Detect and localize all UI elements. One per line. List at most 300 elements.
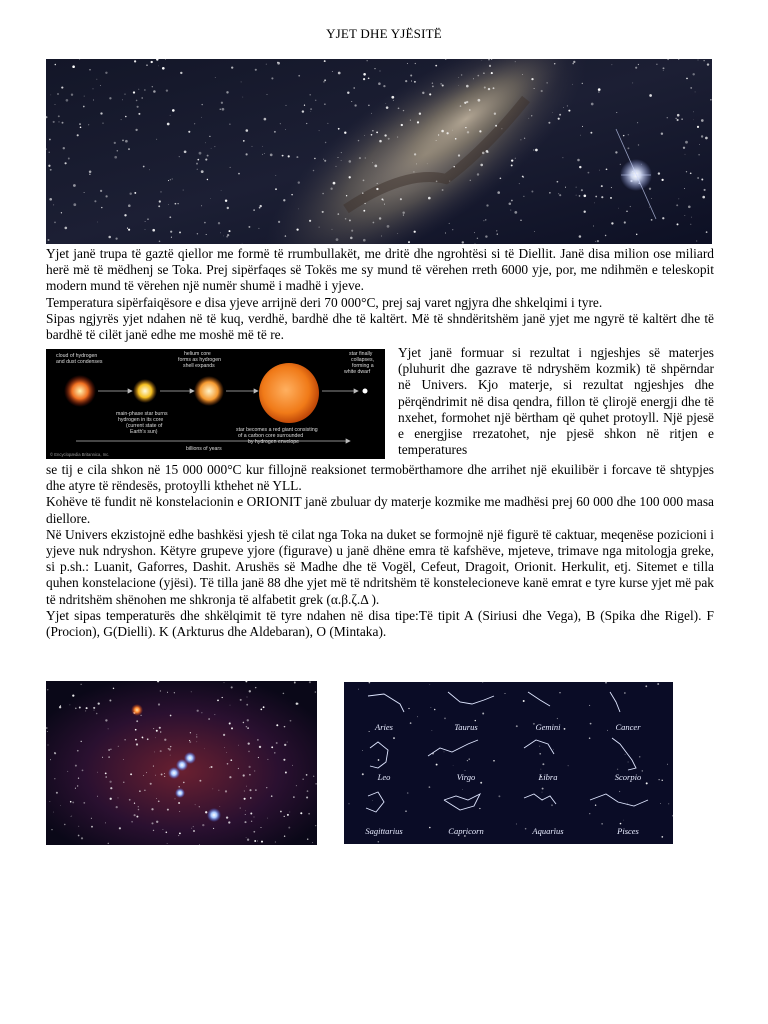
background-star — [442, 189, 444, 191]
milky-way-photo — [46, 59, 712, 244]
background-star — [77, 134, 79, 136]
background-star — [315, 825, 316, 826]
background-star — [701, 135, 703, 137]
background-star — [266, 787, 267, 788]
helium-label: helium core forms as hydrogen shell expands — [178, 351, 221, 369]
background-star — [274, 752, 275, 753]
background-star — [249, 690, 251, 692]
background-star — [248, 226, 250, 228]
background-star — [435, 65, 437, 67]
background-star — [364, 135, 365, 136]
background-star — [522, 74, 523, 75]
background-star — [470, 180, 471, 181]
background-star — [136, 100, 138, 102]
paragraph: Sipas ngjyrës yjet ndahen në të kuq, verdhë, bardhë dhe të kaltërt. Më të shndëritshëm janë yjet me ngyrë të kaltërt dhe të bardhë të cilët janë edhe me moshë më të re. — [46, 310, 714, 343]
background-star — [70, 801, 72, 803]
background-star — [212, 789, 213, 790]
background-star — [384, 204, 385, 205]
background-star — [479, 130, 481, 132]
background-star — [97, 772, 98, 773]
background-star — [429, 93, 431, 95]
background-star — [168, 204, 169, 205]
background-star — [289, 812, 290, 813]
background-star — [597, 240, 599, 242]
background-star — [167, 123, 170, 126]
background-star — [541, 90, 543, 92]
background-star — [562, 157, 563, 158]
paragraph: Yjet janë trupa të gaztë qiellor me formë të rrumbullakët, me dritë dhe ngrohtësi si të Diellit. Janë disa milion ose miliard herë më të mëdhenj se Toka. Prej sipërfaqes së Tokës me sy mund të vërehen rreth 6000 yje, por, me ndihmën e teleskopit modern mund të vërehen një numër shumë i madhë i yjeve. — [46, 246, 714, 294]
background-star — [204, 748, 205, 749]
background-star — [201, 205, 202, 206]
background-star — [598, 88, 601, 91]
background-star — [414, 81, 416, 83]
background-star — [293, 796, 294, 797]
background-star — [591, 103, 594, 106]
background-star — [116, 806, 118, 808]
background-star — [551, 804, 553, 806]
background-star — [255, 687, 256, 688]
background-star — [324, 160, 326, 162]
background-star — [254, 840, 256, 842]
background-star — [59, 121, 60, 122]
background-star — [453, 765, 454, 766]
background-star — [452, 229, 453, 230]
background-star — [50, 801, 51, 802]
background-star — [53, 204, 54, 205]
background-star — [226, 91, 228, 93]
background-star — [701, 119, 704, 122]
background-star — [124, 214, 126, 216]
background-star — [246, 129, 249, 132]
background-star — [460, 105, 462, 107]
background-star — [115, 237, 117, 239]
background-star — [249, 766, 251, 768]
background-star — [685, 141, 688, 144]
background-star — [478, 99, 481, 102]
background-star — [170, 179, 171, 180]
background-star — [692, 73, 694, 75]
background-star — [137, 106, 139, 108]
background-star — [661, 836, 663, 838]
background-star — [68, 158, 70, 160]
background-star — [280, 811, 282, 813]
background-star — [314, 158, 315, 159]
background-star — [54, 778, 55, 779]
background-star — [170, 115, 171, 116]
background-star — [161, 191, 162, 192]
background-star — [535, 149, 538, 152]
background-star — [354, 104, 356, 106]
background-star — [398, 107, 400, 109]
background-star — [160, 731, 161, 732]
background-star — [170, 715, 172, 717]
background-star — [158, 66, 159, 67]
background-star — [660, 803, 661, 804]
background-star — [397, 233, 398, 234]
background-star — [105, 719, 107, 721]
background-star — [225, 200, 227, 202]
background-star — [188, 131, 190, 133]
background-star — [156, 139, 157, 140]
background-star — [178, 203, 179, 204]
background-star — [228, 821, 230, 823]
background-star — [190, 732, 191, 733]
background-star — [349, 176, 351, 178]
background-star — [663, 67, 665, 69]
background-star — [167, 843, 168, 844]
background-star — [48, 165, 50, 167]
background-star — [246, 153, 248, 155]
background-star — [246, 786, 247, 787]
background-star — [79, 123, 80, 124]
background-star — [114, 156, 117, 159]
background-star — [180, 72, 182, 74]
background-star — [262, 154, 263, 155]
background-star — [486, 204, 488, 206]
background-star — [467, 760, 468, 761]
background-star — [520, 220, 521, 221]
background-star — [133, 91, 135, 93]
background-star — [324, 60, 326, 62]
background-star — [259, 746, 261, 748]
background-star — [145, 229, 146, 230]
background-star — [515, 158, 516, 159]
background-star — [698, 154, 699, 155]
background-star — [199, 152, 202, 155]
background-star — [595, 196, 597, 198]
background-star — [510, 210, 511, 211]
background-star — [199, 780, 201, 782]
background-star — [583, 194, 586, 197]
background-star — [541, 769, 542, 770]
background-star — [432, 86, 434, 88]
background-star — [637, 122, 638, 123]
background-star — [466, 101, 468, 103]
background-star — [515, 61, 516, 62]
background-star — [110, 787, 112, 789]
intro-paragraphs — [46, 246, 714, 343]
background-star — [229, 124, 230, 125]
background-star — [704, 60, 705, 61]
background-star — [677, 119, 679, 121]
background-star — [582, 126, 583, 127]
background-star — [244, 798, 246, 800]
background-star — [127, 227, 128, 228]
background-star — [270, 154, 273, 157]
background-star — [207, 179, 208, 180]
background-star — [619, 791, 620, 792]
background-star — [461, 74, 462, 75]
background-star — [589, 813, 590, 814]
background-star — [238, 745, 239, 746]
background-star — [288, 827, 290, 829]
background-star — [278, 221, 280, 223]
background-star — [156, 821, 158, 823]
background-star — [432, 730, 433, 731]
background-star — [498, 795, 500, 797]
background-star — [494, 113, 496, 115]
background-star — [661, 132, 663, 134]
background-star — [122, 99, 123, 100]
background-star — [332, 229, 333, 230]
background-star — [428, 197, 431, 200]
background-star — [77, 750, 79, 752]
background-star — [565, 187, 566, 188]
background-star — [611, 187, 612, 188]
background-star — [479, 808, 480, 809]
background-star — [684, 188, 685, 189]
background-star — [300, 812, 302, 814]
background-star — [117, 797, 118, 798]
body-paragraphs — [46, 462, 714, 640]
background-star — [73, 184, 76, 187]
background-star — [245, 814, 246, 815]
background-star — [196, 736, 198, 738]
background-star — [333, 182, 336, 185]
background-star — [397, 137, 398, 138]
background-star — [211, 148, 212, 149]
background-star — [369, 731, 370, 732]
background-star — [275, 188, 277, 190]
background-star — [483, 220, 484, 221]
background-star — [179, 833, 181, 835]
background-star — [646, 782, 648, 784]
background-star — [681, 118, 683, 120]
credit-label: © Encyclopædia Britannica, Inc. — [50, 452, 110, 457]
background-star — [327, 123, 328, 124]
background-star — [271, 795, 273, 797]
background-star — [238, 173, 240, 175]
background-star — [353, 87, 355, 89]
background-star — [411, 81, 412, 82]
background-star — [275, 175, 276, 176]
background-star — [322, 193, 324, 195]
background-star — [705, 137, 708, 140]
background-star — [196, 741, 197, 742]
background-star — [230, 722, 231, 723]
background-star — [298, 209, 299, 210]
background-star — [221, 102, 223, 104]
background-star — [385, 103, 386, 104]
background-star — [699, 144, 700, 145]
zodiac-label-libra: Libra — [538, 772, 558, 782]
background-star — [108, 236, 111, 239]
background-star — [697, 177, 699, 179]
background-star — [491, 72, 493, 74]
zodiac-label-cancer: Cancer — [615, 722, 641, 732]
background-star — [485, 235, 487, 237]
dwarf-label: star finally collapses, forming a white dwarf — [344, 351, 375, 375]
background-star — [410, 722, 412, 724]
background-star — [114, 142, 116, 144]
background-star — [429, 827, 431, 829]
background-star — [172, 109, 175, 112]
background-star — [567, 105, 568, 106]
background-star — [124, 93, 125, 94]
background-star — [170, 746, 171, 747]
background-star — [166, 832, 168, 834]
background-star — [153, 728, 154, 729]
background-star — [413, 171, 414, 172]
background-star — [704, 189, 706, 191]
background-star — [579, 235, 582, 238]
background-star — [441, 130, 444, 133]
background-star — [661, 179, 663, 181]
background-star — [606, 168, 608, 170]
paragraph: Yjet sipas temperaturës dhe shkëlqimit të tyre ndahen në disa tipe:Të tipit A (Siriusi dhe Vega), B (Spika dhe Rigel). F (Procion), G(Dielli). K (Arkturus dhe Aldebaran), O (Mintaka). — [46, 607, 714, 640]
background-star — [100, 190, 102, 192]
background-star — [438, 134, 439, 135]
background-star — [403, 215, 404, 216]
background-star — [164, 739, 166, 741]
background-star — [247, 839, 249, 841]
background-star — [108, 749, 110, 751]
background-star — [136, 743, 138, 745]
background-star — [143, 775, 144, 776]
background-star — [605, 235, 606, 236]
background-star — [284, 816, 285, 817]
background-star — [465, 770, 466, 771]
background-star — [436, 140, 437, 141]
background-star — [227, 763, 229, 765]
background-star — [175, 799, 176, 800]
background-star — [230, 759, 232, 761]
background-star — [151, 61, 153, 63]
background-star — [208, 718, 210, 720]
background-star — [196, 163, 198, 165]
background-star — [102, 757, 103, 758]
background-star — [330, 188, 332, 190]
background-star — [243, 774, 245, 776]
background-star — [531, 78, 533, 80]
background-star — [91, 826, 93, 828]
background-star — [263, 706, 265, 708]
background-star — [72, 801, 74, 803]
background-star — [240, 699, 242, 701]
background-star — [345, 218, 347, 220]
background-star — [446, 132, 448, 134]
background-star — [455, 138, 457, 140]
background-star — [422, 92, 424, 94]
background-star — [573, 61, 575, 63]
background-star — [287, 814, 289, 816]
background-star — [403, 110, 404, 111]
background-star — [524, 138, 525, 139]
background-star — [276, 724, 278, 726]
background-star — [271, 77, 273, 79]
zodiac-label-capricorn: Capricorn — [448, 826, 484, 836]
background-star — [204, 222, 206, 224]
background-star — [377, 183, 378, 184]
background-star — [124, 739, 125, 740]
background-star — [158, 703, 160, 705]
background-star — [419, 113, 421, 115]
background-star — [436, 764, 438, 766]
background-star — [201, 104, 202, 105]
background-star — [338, 213, 340, 215]
background-star — [496, 230, 497, 231]
background-star — [169, 216, 171, 218]
background-star — [623, 135, 624, 136]
paragraph: Temperatura sipërfaiqësore e disa yjeve arrijnë deri 70 000°C, prej saj varet ngjyra dhe shkelqimi i tyre. — [46, 294, 603, 310]
background-star — [624, 692, 625, 693]
background-star — [47, 731, 48, 732]
background-star — [97, 222, 98, 223]
background-star — [88, 124, 89, 125]
background-star — [520, 139, 521, 140]
background-star — [171, 237, 172, 238]
background-star — [531, 115, 532, 116]
background-star — [657, 683, 659, 685]
background-star — [522, 176, 524, 178]
background-star — [147, 738, 149, 740]
background-star — [553, 749, 554, 750]
background-star — [434, 709, 436, 711]
background-star — [667, 764, 668, 765]
background-star — [128, 204, 131, 207]
background-star — [246, 726, 247, 727]
background-star — [78, 778, 79, 779]
background-star — [75, 765, 77, 767]
background-star — [178, 835, 179, 836]
background-star — [341, 152, 342, 153]
background-star — [501, 128, 502, 129]
background-star — [363, 73, 366, 76]
background-star — [474, 232, 475, 233]
background-star — [308, 813, 310, 815]
background-star — [363, 78, 365, 80]
background-star — [197, 233, 198, 234]
background-star — [140, 715, 141, 716]
background-star — [167, 692, 168, 693]
background-star — [636, 234, 637, 235]
background-star — [222, 108, 225, 111]
red-giant-shape — [259, 363, 319, 423]
background-star — [332, 71, 333, 72]
background-star — [313, 776, 314, 777]
background-star — [164, 773, 165, 774]
background-star — [620, 823, 622, 825]
background-star — [525, 828, 527, 830]
background-star — [201, 712, 202, 713]
background-star — [368, 105, 369, 106]
background-star — [144, 89, 145, 90]
background-star — [230, 705, 231, 706]
background-star — [417, 716, 418, 717]
orion-constellation-photo — [46, 681, 317, 845]
background-star — [358, 140, 359, 141]
background-star — [109, 97, 111, 99]
background-star — [49, 152, 50, 153]
background-star — [258, 757, 259, 758]
background-star — [304, 105, 305, 106]
background-star — [493, 760, 495, 762]
background-star — [210, 766, 212, 768]
background-star — [136, 816, 138, 818]
background-star — [379, 140, 382, 143]
background-star — [284, 836, 285, 837]
background-star — [221, 190, 222, 191]
background-star — [121, 119, 122, 120]
background-star — [109, 700, 111, 702]
background-star — [210, 198, 211, 199]
background-star — [226, 236, 228, 238]
background-star — [617, 769, 618, 770]
background-star — [294, 682, 296, 684]
background-star — [483, 72, 485, 74]
background-star — [338, 157, 339, 158]
background-star — [627, 803, 628, 804]
